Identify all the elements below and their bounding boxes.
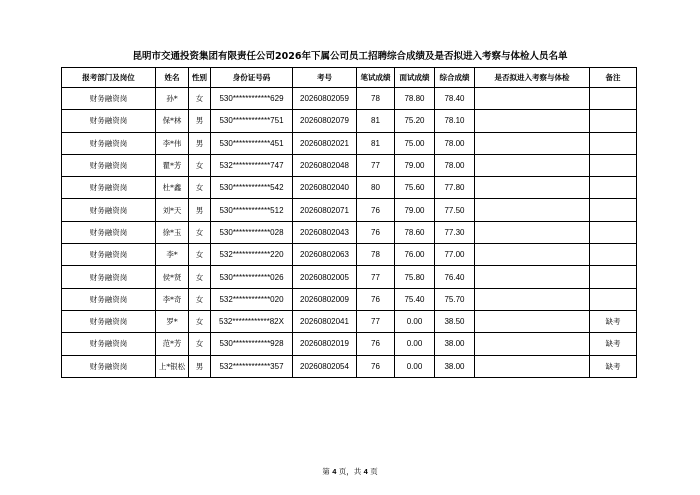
cell-name: 李* <box>156 244 189 266</box>
cell-written-score: 78 <box>357 244 395 266</box>
footer-prefix: 第 <box>322 467 330 476</box>
cell-name: 瞿*芳 <box>156 154 189 176</box>
cell-remarks <box>590 288 637 310</box>
footer-total-pages: 4 <box>363 467 368 476</box>
table-row <box>62 199 637 221</box>
cell-total-score: 38.00 <box>435 355 475 377</box>
cell-remarks <box>590 88 637 110</box>
header-name: 姓名 <box>156 68 189 88</box>
cell-id-number: 532************357 <box>211 355 293 377</box>
cell-interview-score: 0.00 <box>395 310 435 332</box>
header-department: 报考部门及岗位 <box>62 68 156 88</box>
cell-gender: 男 <box>189 355 211 377</box>
cell-exam-number: 20260802041 <box>293 310 357 332</box>
cell-remarks <box>590 199 637 221</box>
cell-id-number: 532************220 <box>211 244 293 266</box>
cell-total-score: 77.80 <box>435 177 475 199</box>
table-row <box>62 88 637 110</box>
cell-interview-score: 79.00 <box>395 199 435 221</box>
cell-inspection <box>475 110 590 132</box>
cell-total-score: 78.00 <box>435 154 475 176</box>
cell-exam-number: 20260802043 <box>293 221 357 243</box>
cell-name: 侯*贤 <box>156 266 189 288</box>
cell-exam-number: 20260802071 <box>293 199 357 221</box>
cell-department: 财务融资岗 <box>62 221 156 243</box>
cell-written-score: 81 <box>357 110 395 132</box>
cell-gender: 女 <box>189 288 211 310</box>
header-interview-score: 面试成绩 <box>395 68 435 88</box>
cell-remarks <box>590 221 637 243</box>
cell-remarks <box>590 110 637 132</box>
table-row <box>62 177 637 199</box>
cell-id-number: 530************629 <box>211 88 293 110</box>
cell-interview-score: 0.00 <box>395 355 435 377</box>
cell-total-score: 78.00 <box>435 132 475 154</box>
cell-total-score: 77.00 <box>435 244 475 266</box>
cell-exam-number: 20260802059 <box>293 88 357 110</box>
page-footer <box>0 466 700 477</box>
table-row <box>62 288 637 310</box>
cell-id-number: 530************026 <box>211 266 293 288</box>
cell-written-score: 76 <box>357 333 395 355</box>
cell-id-number: 530************751 <box>211 110 293 132</box>
cell-written-score: 76 <box>357 288 395 310</box>
header-remarks: 备注 <box>590 68 637 88</box>
cell-remarks <box>590 244 637 266</box>
cell-inspection <box>475 221 590 243</box>
table-row <box>62 221 637 243</box>
cell-id-number: 530************028 <box>211 221 293 243</box>
cell-inspection <box>475 199 590 221</box>
table-row <box>62 266 637 288</box>
header-gender: 性别 <box>189 68 211 88</box>
footer-middle: 页，共 <box>338 467 362 476</box>
cell-name: 刘*天 <box>156 199 189 221</box>
cell-name: 李*奇 <box>156 288 189 310</box>
cell-remarks: 缺考 <box>590 333 637 355</box>
cell-gender: 女 <box>189 244 211 266</box>
table-row <box>62 154 637 176</box>
cell-department: 财务融资岗 <box>62 244 156 266</box>
cell-name: 杜*鑫 <box>156 177 189 199</box>
cell-gender: 男 <box>189 110 211 132</box>
cell-interview-score: 75.00 <box>395 132 435 154</box>
cell-gender: 女 <box>189 333 211 355</box>
cell-name: 罗* <box>156 310 189 332</box>
cell-department: 财务融资岗 <box>62 177 156 199</box>
header-exam-number: 考号 <box>293 68 357 88</box>
cell-department: 财务融资岗 <box>62 154 156 176</box>
header-inspection: 是否拟进入考察与体检 <box>475 68 590 88</box>
cell-written-score: 80 <box>357 177 395 199</box>
table-row <box>62 244 637 266</box>
cell-gender: 女 <box>189 310 211 332</box>
footer-suffix: 页 <box>370 467 378 476</box>
cell-exam-number: 20260802063 <box>293 244 357 266</box>
cell-name: 李*伟 <box>156 132 189 154</box>
cell-department: 财务融资岗 <box>62 310 156 332</box>
cell-written-score: 77 <box>357 154 395 176</box>
table-row <box>62 310 637 332</box>
cell-interview-score: 79.00 <box>395 154 435 176</box>
cell-exam-number: 20260802005 <box>293 266 357 288</box>
cell-written-score: 76 <box>357 221 395 243</box>
cell-interview-score: 75.40 <box>395 288 435 310</box>
cell-id-number: 530************451 <box>211 132 293 154</box>
table-row <box>62 333 637 355</box>
cell-inspection <box>475 244 590 266</box>
cell-interview-score: 76.00 <box>395 244 435 266</box>
cell-inspection <box>475 288 590 310</box>
cell-id-number: 532************747 <box>211 154 293 176</box>
cell-remarks <box>590 177 637 199</box>
cell-total-score: 38.00 <box>435 333 475 355</box>
cell-remarks <box>590 132 637 154</box>
cell-gender: 女 <box>189 221 211 243</box>
cell-exam-number: 20260802021 <box>293 132 357 154</box>
document-title: 昆明市交通投资集团有限责任公司2026年下属公司员工招聘综合成绩及是否拟进入考察与体检人员名单 <box>132 51 568 62</box>
cell-id-number: 530************928 <box>211 333 293 355</box>
cell-name: 范*芳 <box>156 333 189 355</box>
cell-interview-score: 0.00 <box>395 333 435 355</box>
cell-interview-score: 75.20 <box>395 110 435 132</box>
header-row <box>62 68 637 88</box>
cell-id-number: 532************020 <box>211 288 293 310</box>
cell-inspection <box>475 333 590 355</box>
cell-interview-score: 78.60 <box>395 221 435 243</box>
cell-total-score: 75.70 <box>435 288 475 310</box>
cell-inspection <box>475 132 590 154</box>
cell-name: 上*银松 <box>156 355 189 377</box>
cell-inspection <box>475 177 590 199</box>
cell-exam-number: 20260802019 <box>293 333 357 355</box>
cell-remarks: 缺考 <box>590 310 637 332</box>
header-total-score: 综合成绩 <box>435 68 475 88</box>
cell-department: 财务融资岗 <box>62 88 156 110</box>
cell-interview-score: 78.80 <box>395 88 435 110</box>
cell-gender: 女 <box>189 88 211 110</box>
cell-written-score: 78 <box>357 88 395 110</box>
cell-remarks: 缺考 <box>590 355 637 377</box>
cell-inspection <box>475 310 590 332</box>
cell-remarks <box>590 266 637 288</box>
cell-written-score: 81 <box>357 132 395 154</box>
cell-department: 财务融资岗 <box>62 266 156 288</box>
table-row <box>62 132 637 154</box>
cell-gender: 女 <box>189 154 211 176</box>
header-written-score: 笔试成绩 <box>357 68 395 88</box>
table-row <box>62 110 637 132</box>
cell-department: 财务融资岗 <box>62 199 156 221</box>
cell-id-number: 530************542 <box>211 177 293 199</box>
results-table <box>61 67 637 378</box>
cell-department: 财务融资岗 <box>62 288 156 310</box>
cell-remarks <box>590 154 637 176</box>
cell-exam-number: 20260802048 <box>293 154 357 176</box>
cell-department: 财务融资岗 <box>62 333 156 355</box>
cell-name: 徐*玉 <box>156 221 189 243</box>
cell-total-score: 78.10 <box>435 110 475 132</box>
cell-written-score: 77 <box>357 266 395 288</box>
cell-total-score: 76.40 <box>435 266 475 288</box>
cell-total-score: 38.50 <box>435 310 475 332</box>
header-id-number: 身份证号码 <box>211 68 293 88</box>
footer-page-number: 4 <box>332 467 337 476</box>
cell-department: 财务融资岗 <box>62 132 156 154</box>
cell-inspection <box>475 266 590 288</box>
cell-gender: 男 <box>189 199 211 221</box>
cell-exam-number: 20260802040 <box>293 177 357 199</box>
cell-written-score: 77 <box>357 310 395 332</box>
cell-inspection <box>475 88 590 110</box>
cell-exam-number: 20260802054 <box>293 355 357 377</box>
cell-name: 孙* <box>156 88 189 110</box>
table-row <box>62 355 637 377</box>
cell-name: 保*林 <box>156 110 189 132</box>
cell-gender: 男 <box>189 132 211 154</box>
cell-gender: 女 <box>189 177 211 199</box>
cell-total-score: 77.30 <box>435 221 475 243</box>
cell-interview-score: 75.80 <box>395 266 435 288</box>
cell-gender: 女 <box>189 266 211 288</box>
cell-department: 财务融资岗 <box>62 110 156 132</box>
cell-id-number: 532************82X <box>211 310 293 332</box>
cell-id-number: 530************512 <box>211 199 293 221</box>
cell-written-score: 76 <box>357 355 395 377</box>
cell-exam-number: 20260802079 <box>293 110 357 132</box>
cell-written-score: 76 <box>357 199 395 221</box>
cell-inspection <box>475 355 590 377</box>
cell-total-score: 78.40 <box>435 88 475 110</box>
cell-total-score: 77.50 <box>435 199 475 221</box>
cell-interview-score: 75.60 <box>395 177 435 199</box>
cell-exam-number: 20260802009 <box>293 288 357 310</box>
cell-department: 财务融资岗 <box>62 355 156 377</box>
cell-inspection <box>475 154 590 176</box>
